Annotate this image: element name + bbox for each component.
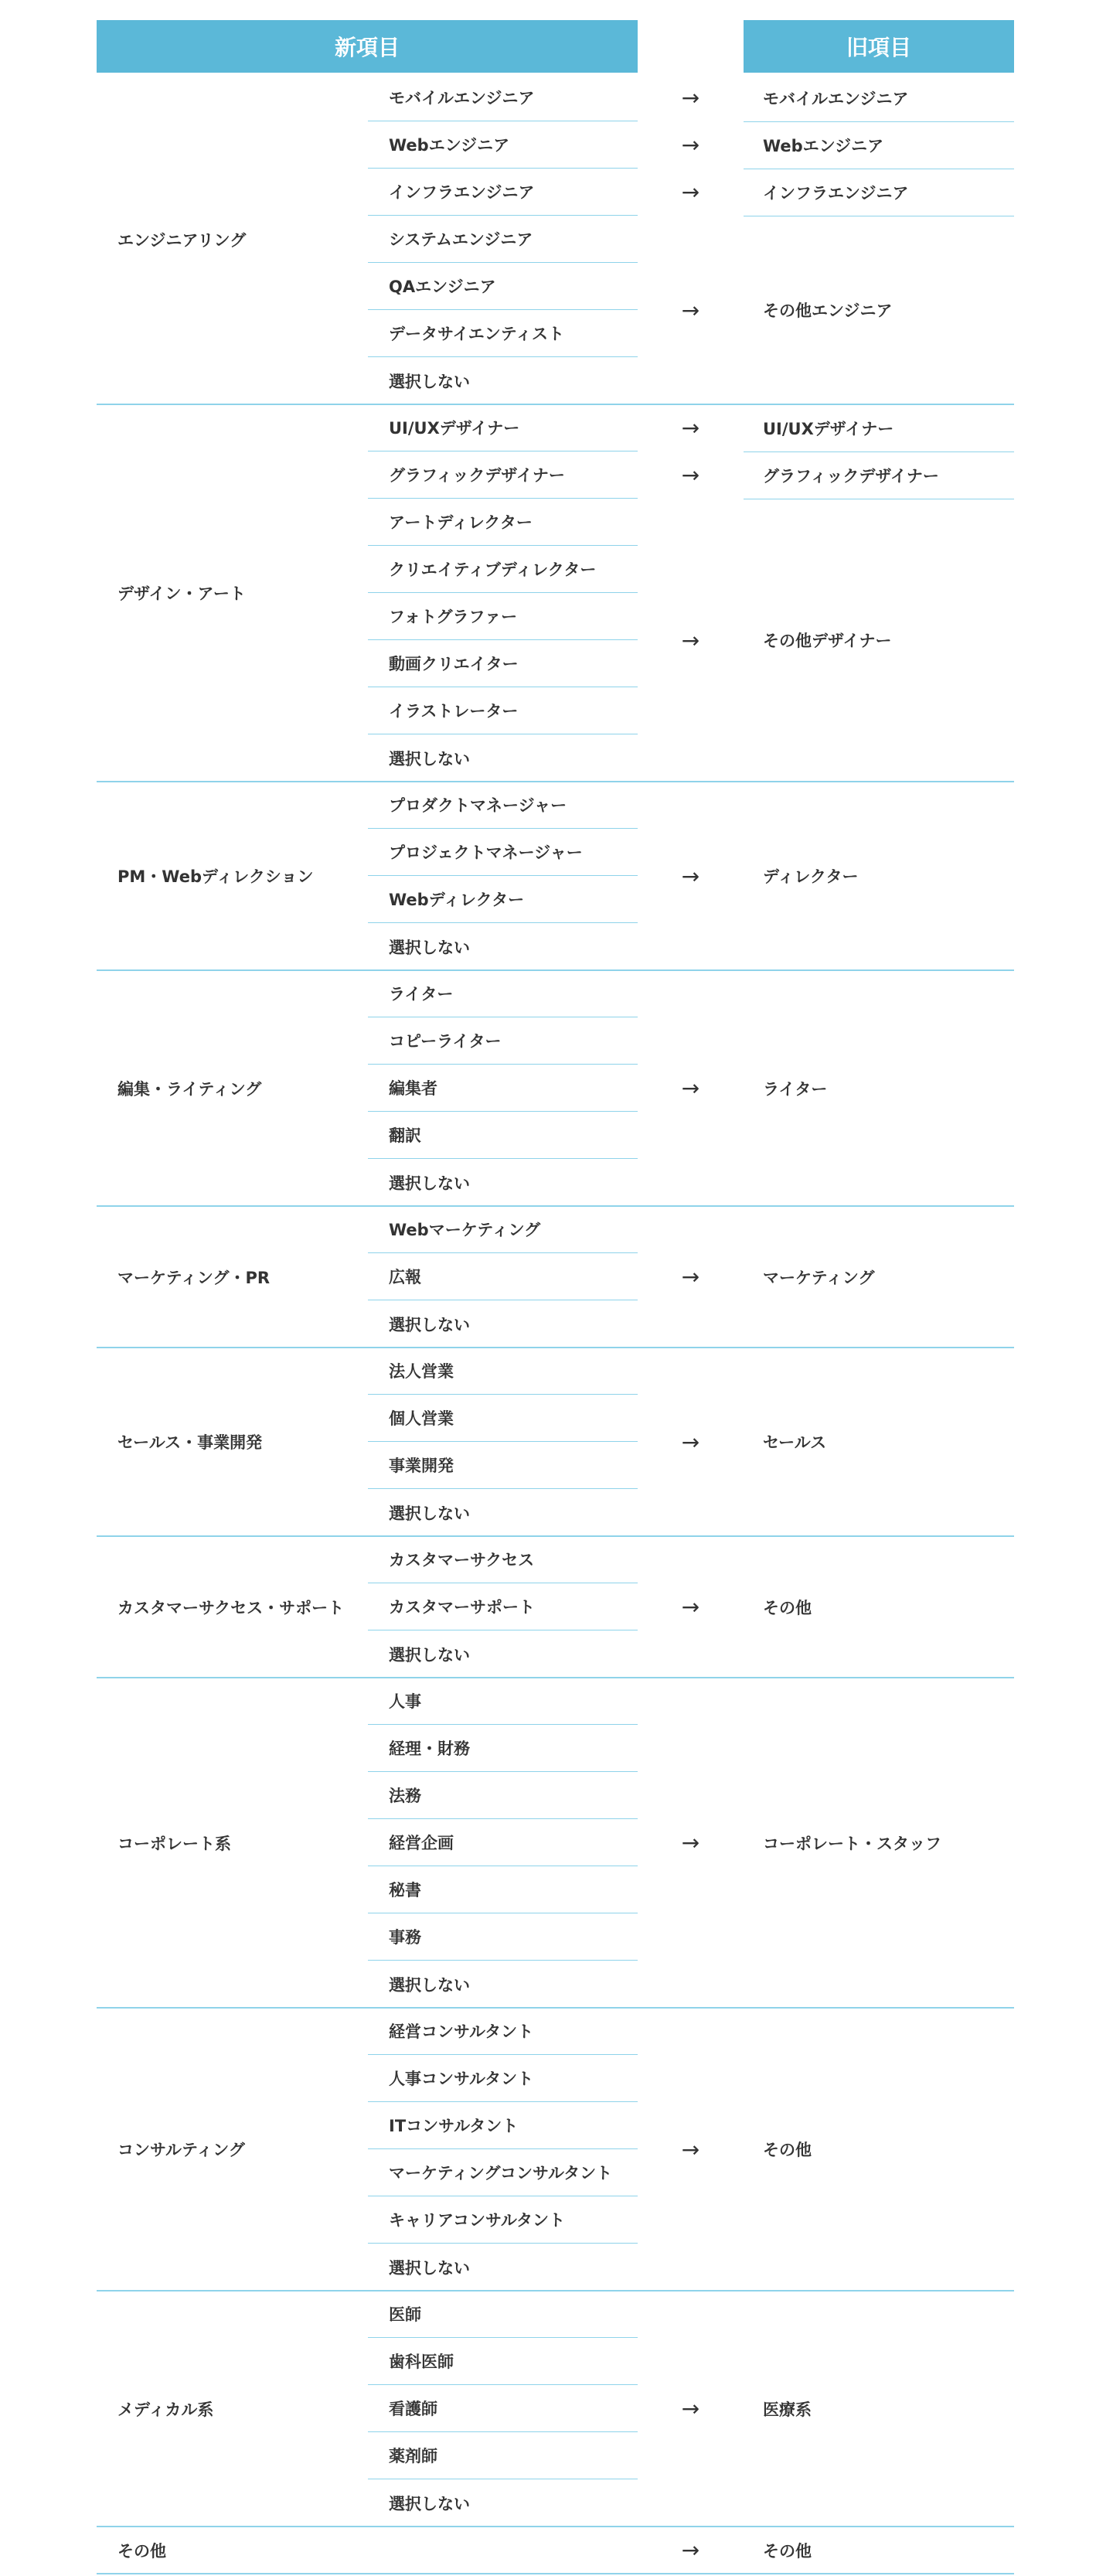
mapping-arrow-icon: → [681, 1594, 700, 1620]
subcategory-item: 法人営業 [368, 1348, 638, 1395]
old-item-label: その他 [763, 2141, 812, 2159]
subcategory-item: Webディレクター [368, 876, 638, 923]
old-item-label: Webエンジニア [763, 136, 884, 155]
old-item-label: 医療系 [763, 2400, 812, 2419]
category-label: デザイン・アート [117, 584, 246, 603]
subcategory-item: 歯科医師 [368, 2338, 638, 2385]
subcategory-item: モバイルエンジニア [368, 74, 638, 121]
subcategory-item: 選択しない [389, 1504, 470, 1523]
subcategory-item: 選択しない [389, 372, 470, 391]
mapping-arrow-icon: → [681, 1830, 700, 1855]
old-item-label: ライター [763, 1079, 828, 1099]
mapping-arrow-icon: → [681, 2396, 700, 2421]
old-item-label: コーポレート・スタッフ [763, 1834, 941, 1853]
subcategory-item: 選択しない [389, 749, 470, 768]
subcategory-item: 選択しない [389, 1315, 470, 1334]
subcategory-item: 広報 [368, 1253, 638, 1300]
subcategory-item: ITコンサルタント [368, 2102, 638, 2149]
category-label: コンサルティング [117, 2141, 245, 2159]
old-item-label: ディレクター [763, 867, 859, 886]
subcategory-item: 動画クリエイター [368, 640, 638, 687]
subcategory-item: Webエンジニア [368, 121, 638, 169]
subcategory-item: グラフィックデザイナー [368, 451, 638, 499]
old-item-label: モバイルエンジニア [763, 89, 909, 108]
subcategory-item: データサイエンティスト [368, 310, 638, 357]
subcategory-item: カスタマーサクセス [368, 1536, 638, 1583]
old-item-label: その他 [763, 2541, 812, 2561]
mapping-arrow-icon: → [681, 462, 700, 488]
category-label: 編集・ライティング [117, 1079, 262, 1099]
subcategory-item: 経理・財務 [368, 1725, 638, 1772]
category-label: PM・Webディレクション [117, 867, 314, 886]
subcategory-item: コピーライター [368, 1017, 638, 1065]
category-label: セールス・事業開発 [117, 1433, 263, 1452]
subcategory-item [368, 2527, 638, 2574]
subcategory-item: カスタマーサポート [368, 1583, 638, 1630]
mapping-arrow-icon: → [681, 1264, 700, 1290]
subcategory-item: キャリアコンサルタント [368, 2196, 638, 2244]
subcategory-item: 個人営業 [368, 1395, 638, 1442]
subcategory-item: マーケティングコンサルタント [368, 2149, 638, 2196]
old-item-label: マーケティング [763, 1268, 875, 1287]
subcategory-item: 選択しない [389, 1174, 470, 1193]
subcategory-item: 選択しない [389, 2494, 470, 2513]
subcategory-item: 経営コンサルタント [368, 2008, 638, 2055]
subcategory-item: プロジェクトマネージャー [368, 829, 638, 876]
subcategory-item: 経営企画 [368, 1819, 638, 1866]
old-item-label: その他デザイナー [763, 632, 892, 650]
old-item-label: UI/UXデザイナー [763, 419, 894, 438]
subcategory-item: 選択しない [389, 2258, 470, 2278]
subcategory-item: Webマーケティング [368, 1206, 638, 1253]
category-label: マーケティング・PR [117, 1268, 271, 1287]
subcategory-item: 選択しない [389, 1975, 470, 1995]
old-items-header: 旧項目 [744, 20, 1014, 73]
old-item-label: その他エンジニア [763, 302, 893, 320]
subcategory-item: 翻訳 [368, 1112, 638, 1159]
mapping-arrow-icon: → [681, 132, 700, 158]
subcategory-item: 選択しない [389, 938, 470, 957]
subcategory-item: クリエイティブディレクター [368, 546, 638, 593]
category-label: エンジニアリング [117, 230, 247, 250]
subcategory-item: 秘書 [368, 1866, 638, 1913]
subcategory-item: システムエンジニア [368, 216, 638, 263]
subcategory-item: 事務 [368, 1913, 638, 1961]
subcategory-item: フォトグラファー [368, 593, 638, 640]
mapping-arrow-icon: → [681, 297, 700, 323]
mapping-arrow-icon: → [681, 2136, 700, 2162]
category-label: メディカル系 [117, 2400, 214, 2419]
subcategory-item: 薬剤師 [368, 2432, 638, 2479]
mapping-arrow-icon: → [681, 415, 700, 441]
mapping-arrow-icon: → [681, 85, 700, 111]
old-item-label: セールス [763, 1433, 827, 1452]
subcategory-item: 法務 [368, 1772, 638, 1819]
subcategory-item: 編集者 [368, 1065, 638, 1112]
subcategory-item: 事業開発 [368, 1442, 638, 1489]
mapping-arrow-icon: → [681, 179, 700, 205]
old-item-label: インフラエンジニア [763, 183, 909, 203]
category-label: その他 [117, 2541, 166, 2561]
mapping-arrow-icon: → [681, 1429, 700, 1455]
subcategory-item: QAエンジニア [368, 263, 638, 310]
subcategory-item: 看護師 [368, 2385, 638, 2432]
category-label: カスタマーサクセス・サポート [117, 1598, 345, 1617]
mapping-arrow-icon: → [681, 1075, 700, 1101]
subcategory-item: インフラエンジニア [368, 169, 638, 216]
subcategory-item: 医師 [368, 2291, 638, 2338]
category-label: コーポレート系 [117, 1834, 231, 1853]
subcategory-item: 人事 [368, 1678, 638, 1725]
subcategory-item: アートディレクター [368, 499, 638, 546]
subcategory-item: プロダクトマネージャー [368, 782, 638, 829]
subcategory-item: ライター [368, 970, 638, 1017]
old-item-label: グラフィックデザイナー [763, 466, 939, 486]
new-items-header: 新項目 [97, 20, 638, 73]
subcategory-item: イラストレーター [368, 687, 638, 734]
subcategory-item: 人事コンサルタント [368, 2055, 638, 2102]
group-divider [97, 2573, 1014, 2574]
mapping-arrow-icon: → [681, 863, 700, 889]
old-item-label: その他 [763, 1598, 812, 1617]
subcategory-item: 選択しない [389, 1645, 470, 1665]
subcategory-item: UI/UXデザイナー [368, 404, 638, 451]
mapping-arrow-icon: → [681, 2537, 700, 2563]
mapping-arrow-icon: → [681, 627, 700, 653]
